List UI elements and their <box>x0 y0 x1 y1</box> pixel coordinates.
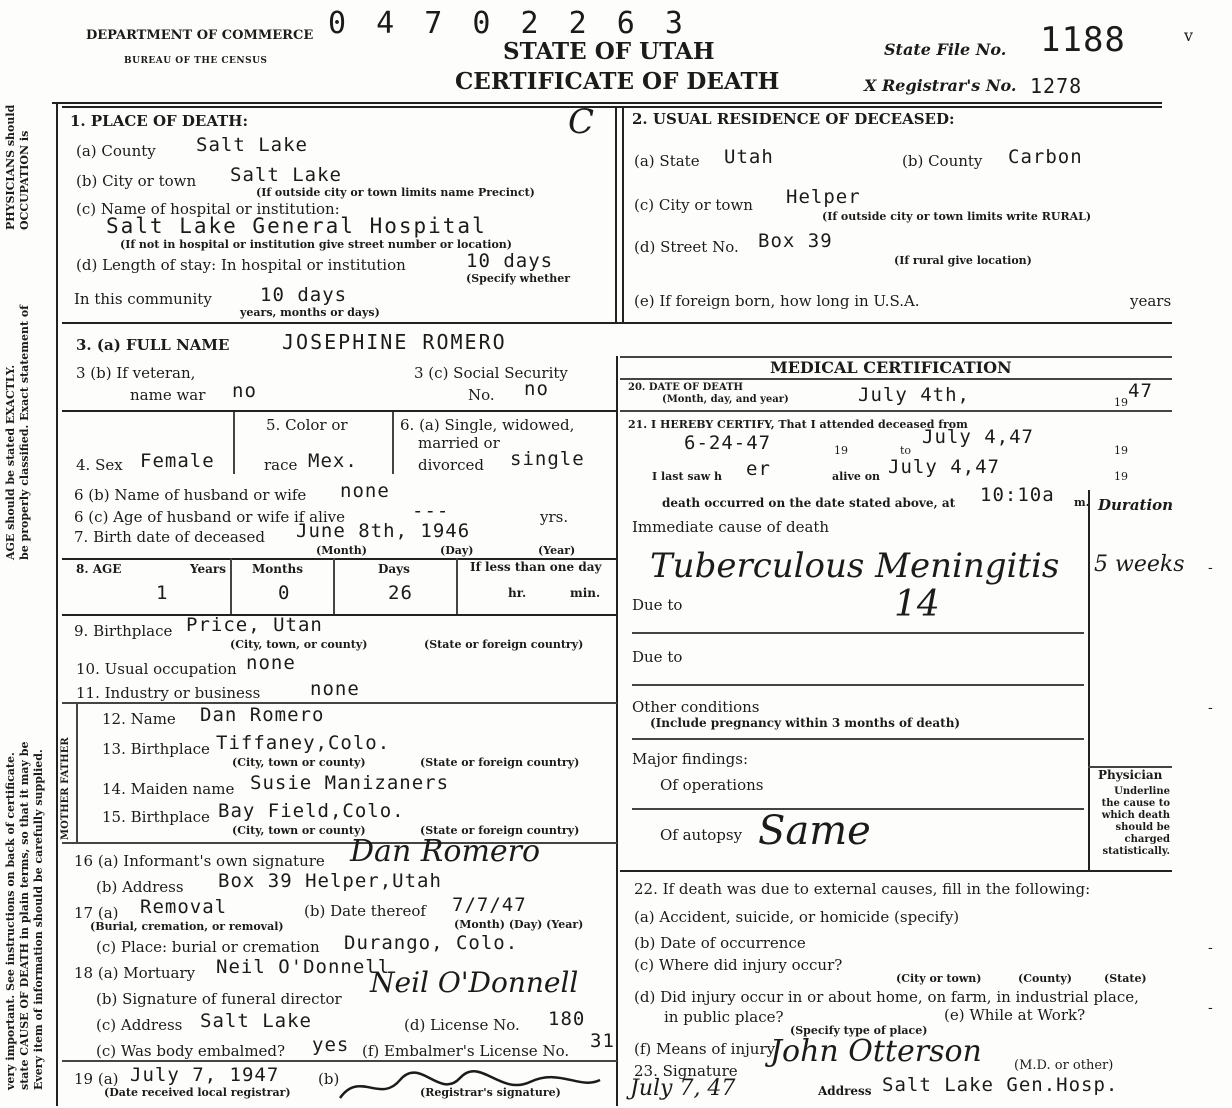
spouse-value: none <box>340 480 390 502</box>
father-birthplace: Tiffaney,Colo. <box>216 732 391 754</box>
father-bp-note-2: (State or foreign country) <box>420 756 580 769</box>
mortuary-label: 18 (a) Mortuary <box>74 964 196 982</box>
margin-mark: - <box>1208 560 1213 576</box>
other-conditions-label: Other conditions <box>632 698 760 716</box>
margin-mark: - <box>1208 940 1213 956</box>
age-months: 0 <box>278 582 291 604</box>
external-d-note: (Specify type of place) <box>790 1024 928 1037</box>
informant-address: Box 39 Helper,Utah <box>218 870 442 892</box>
external-c-note-1: (City or town) <box>896 972 982 985</box>
autopsy-label: Of autopsy <box>660 826 743 844</box>
nineteen-1: 19 <box>834 444 848 457</box>
day-note: (Day) <box>440 544 474 557</box>
nineteen-2: 19 <box>1114 444 1128 457</box>
war-value: no <box>232 380 257 402</box>
disposal-date-label: (b) Date thereof <box>304 902 426 920</box>
duration-label: Duration <box>1098 496 1174 514</box>
color-label: 5. Color or <box>266 416 348 434</box>
res-county-label: (b) County <box>902 152 983 170</box>
hospital-name: Salt Lake General Hospital <box>106 214 487 238</box>
embalmer-license-value: 31 <box>590 1030 615 1052</box>
sex-value: Female <box>140 450 215 472</box>
birth-label: 7. Birth date of deceased <box>74 528 265 546</box>
res-state-label: (a) State <box>634 152 700 170</box>
registrar-sig-label: (b) <box>318 1070 340 1088</box>
last-seen-label: I last saw h <box>652 470 723 483</box>
min-label: min. <box>570 586 601 600</box>
marital-label-3: divorced <box>418 456 484 474</box>
res-street: Box 39 <box>758 230 833 252</box>
industry-value: none <box>310 678 360 700</box>
informant-address-label: (b) Address <box>96 878 184 896</box>
mortuary-value: Neil O'Donnell <box>216 956 391 978</box>
state-file-label: State File No. <box>884 40 1007 59</box>
years-label: Years <box>190 562 227 576</box>
mother-birthplace-label: 15. Birthplace <box>102 808 210 826</box>
embalmer-license-label: (f) Embalmer's License No. <box>362 1042 570 1060</box>
alive-on-label: alive on <box>832 470 881 483</box>
check-mark: C <box>568 102 595 142</box>
received-date: July 7, 1947 <box>130 1064 280 1086</box>
physician-sig-label: 23. Signature <box>634 1062 738 1080</box>
race-value: Mex. <box>308 450 358 472</box>
month-note: (Month) <box>316 544 367 557</box>
dod-value: July 4th, <box>858 384 970 406</box>
father-name-label: 12. Name <box>102 710 176 728</box>
age-years: 1 <box>156 582 169 604</box>
dod-year: 47 <box>1128 380 1153 402</box>
external-c-note-2: (County) <box>1018 972 1072 985</box>
external-e: (e) While at Work? <box>944 1006 1086 1024</box>
registrar-label: X Registrar's No. <box>864 76 1017 95</box>
due-to-1-value: 14 <box>894 584 940 625</box>
m-label: m. <box>1074 496 1090 509</box>
attended-to: July 4,47 <box>922 426 1034 448</box>
external-c-note-3: (State) <box>1104 972 1147 985</box>
birthplace-note-1: (City, town, or county) <box>230 638 368 651</box>
to-label: to <box>900 444 912 457</box>
bureau-label: BUREAU OF THE CENSUS <box>124 56 268 66</box>
death-county-label: (a) County <box>76 142 156 160</box>
informant-sig-label: 16 (a) Informant's own signature <box>74 852 325 870</box>
immediate-cause: Tuberculous Meningitis <box>650 546 1060 586</box>
occupation-label: 10. Usual occupation <box>76 660 237 678</box>
stay-label: (d) Length of stay: In hospital or institution <box>76 256 406 274</box>
md-label: (M.D. or other) <box>1014 1058 1114 1073</box>
medical-heading: MEDICAL CERTIFICATION <box>770 358 1012 377</box>
days-label: Days <box>378 562 410 576</box>
disposal-label: 17 (a) <box>74 904 119 922</box>
spouse-age-label: 6 (c) Age of husband or wife if alive <box>74 508 346 526</box>
marital-label-2: married or <box>418 434 500 452</box>
side-note: AGE should be stated EXACTLY. <box>4 364 17 560</box>
stay-community: 10 days <box>260 284 348 306</box>
registrar-number: 1278 <box>1030 74 1083 98</box>
margin-mark: - <box>1208 700 1213 716</box>
hr-label: hr. <box>508 586 527 600</box>
death-city-label: (b) City or town <box>76 172 197 190</box>
hospital-note: (If not in hospital or institution give street number or location) <box>120 238 512 251</box>
certificate-serial-number: 0 4 7 0 2 2 6 3 <box>328 6 689 41</box>
occupation-value: none <box>246 652 296 674</box>
mortuary-address: Salt Lake <box>200 1010 312 1032</box>
disposal-date: 7/7/47 <box>452 894 527 916</box>
external-d-2: in public place? <box>664 1008 784 1026</box>
year-note: (Year) <box>538 544 576 557</box>
informant-signature: Dan Romero <box>350 834 541 869</box>
months-label: Months <box>252 562 304 576</box>
less-than-day-label: If less than one day <box>470 560 602 574</box>
certificate-title: CERTIFICATE OF DEATH <box>455 68 780 95</box>
foreign-label: (e) If foreign born, how long in U.S.A. <box>634 292 920 310</box>
due-to-2-label: Due to <box>632 648 683 666</box>
nineteen-3: 19 <box>1114 470 1128 483</box>
death-city: Salt Lake <box>230 164 342 186</box>
place-of-death-heading: 1. PLACE OF DEATH: <box>70 112 249 130</box>
birthplace-note-2: (State or foreign country) <box>424 638 584 651</box>
alive-on-value: July 4,47 <box>888 456 1000 478</box>
spouse-label: 6 (b) Name of husband or wife <box>74 486 307 504</box>
disposal-note: (Burial, cremation, or removal) <box>90 920 284 933</box>
external-d-1: (d) Did injury occur in or about home, on farm, in industrial place, <box>634 988 1139 1006</box>
physician-signature: John Otterson <box>770 1034 982 1069</box>
full-name: JOSEPHINE ROMERO <box>282 330 507 354</box>
birth-value: June 8th, 1946 <box>296 520 471 542</box>
war-label: name war <box>130 386 206 404</box>
director-signature: Neil O'Donnell <box>370 966 579 999</box>
occurred-label: death occurred on the date stated above, at <box>662 496 956 510</box>
cause-duration: 5 weeks <box>1094 552 1185 577</box>
mother-name-label: 14. Maiden name <box>102 780 235 798</box>
community-label: In this community <box>74 290 212 308</box>
veteran-label: 3 (b) If veteran, <box>76 364 196 382</box>
received-note: (Date received local registrar) <box>104 1086 291 1099</box>
side-note: very important. See instructions on back of certificate. <box>4 752 17 1090</box>
residence-heading: 2. USUAL RESIDENCE OF DECEASED: <box>632 110 955 128</box>
margin-mark: - <box>1208 1000 1213 1016</box>
director-sig-label: (b) Signature of funeral director <box>96 990 342 1008</box>
physician-address-label: Address <box>818 1084 872 1098</box>
hospital-label: (c) Name of hospital or institution: <box>76 200 340 218</box>
certify-label: 21. I HEREBY CERTIFY, That I attended deceased from <box>628 418 968 431</box>
license-label: (d) License No. <box>404 1016 520 1034</box>
immediate-cause-label: Immediate cause of death <box>632 518 830 536</box>
side-note: state CAUSE OF DEATH in plain terms, so that it may be <box>18 741 31 1090</box>
mortuary-address-label: (c) Address <box>96 1016 183 1034</box>
external-b: (b) Date of occurrence <box>634 934 806 952</box>
license-value: 180 <box>548 1008 586 1030</box>
mother-name: Susie Manizaners <box>250 772 450 794</box>
place-value: Durango, Colo. <box>344 932 519 954</box>
foreign-unit: years <box>1130 292 1172 310</box>
side-note: OCCUPATION is <box>18 130 31 230</box>
major-findings-label: Major findings: <box>632 750 749 768</box>
industry-label: 11. Industry or business <box>76 684 261 702</box>
side-note: be properly classified. Exact statement of <box>18 305 31 560</box>
place-label: (c) Place: burial or cremation <box>96 938 320 956</box>
ss-no-label: No. <box>468 386 495 404</box>
external-heading: 22. If death was due to external causes, fill in the following: <box>634 880 1091 898</box>
res-state: Utah <box>724 146 774 168</box>
marital-label-1: 6. (a) Single, widowed, <box>400 416 575 434</box>
registrar-signature-scribble <box>330 1060 610 1106</box>
res-street-label: (d) Street No. <box>634 238 739 256</box>
birthplace-label: 9. Birthplace <box>74 622 173 640</box>
res-city: Helper <box>786 186 861 208</box>
father-birthplace-label: 13. Birthplace <box>102 740 210 758</box>
physician-address: Salt Lake Gen.Hosp. <box>882 1074 1119 1096</box>
state-heading: STATE OF UTAH <box>503 38 715 65</box>
corner-mark: v <box>1184 26 1194 45</box>
embalmed-label: (c) Was body embalmed? <box>96 1042 286 1060</box>
age-label: 8. AGE <box>76 562 122 576</box>
marital-value: single <box>510 448 585 470</box>
physician-heading: Physician <box>1098 768 1163 782</box>
side-note: Every item of information should be carefully supplied. <box>32 749 45 1090</box>
full-name-label: 3. (a) FULL NAME <box>76 336 230 354</box>
due-to-1-label: Due to <box>632 596 683 614</box>
sex-label: 4. Sex <box>76 456 123 474</box>
mother-bp-note-2: (State or foreign country) <box>420 824 580 837</box>
dod-label: 20. DATE OF DEATH <box>628 382 743 393</box>
autopsy-value: Same <box>758 808 871 854</box>
specify-note: (Specify whether <box>466 272 571 285</box>
age-days: 26 <box>388 582 413 604</box>
ymd-note: years, months or days) <box>240 306 380 319</box>
last-seen-gender: er <box>746 458 771 480</box>
birthplace-value: Price, Utan <box>186 614 323 636</box>
disposal-value: Removal <box>140 896 228 918</box>
dod-year-prefix: 19 <box>1114 396 1128 409</box>
father-bp-note-1: (City, town or county) <box>232 756 366 769</box>
yrs-label: yrs. <box>540 508 569 526</box>
res-city-note: (If outside city or town limits write RURAL) <box>822 210 1092 223</box>
other-conditions-note: (Include pregnancy within 3 months of death) <box>650 716 961 730</box>
ss-value: no <box>524 378 549 400</box>
physician-note: Underline the cause to which death should be charged statistically. <box>1101 786 1170 857</box>
res-county: Carbon <box>1008 146 1083 168</box>
race-label: race <box>264 456 298 474</box>
father-name: Dan Romero <box>200 704 325 726</box>
embalmed-value: yes <box>312 1034 350 1056</box>
side-note: PHYSICIANS should <box>4 104 17 230</box>
mdy-note: (Month) (Day) (Year) <box>454 918 584 931</box>
ss-label: 3 (c) Social Security <box>414 364 568 382</box>
external-f: (f) Means of injury <box>634 1040 776 1058</box>
death-time: 10:10a <box>980 484 1055 506</box>
res-street-note: (If rural give location) <box>894 254 1032 267</box>
department-label: DEPARTMENT OF COMMERCE <box>86 28 314 43</box>
death-city-note: (If outside city or town limits name Precinct) <box>256 186 535 199</box>
dod-note: (Month, day, and year) <box>662 394 789 405</box>
mother-bp-note-1: (City, town or county) <box>232 824 366 837</box>
mother-birthplace: Bay Field,Colo. <box>218 800 405 822</box>
parents-side-label: MOTHER FATHER <box>60 737 71 840</box>
spouse-age-value: --- <box>412 500 450 522</box>
death-county: Salt Lake <box>196 134 308 156</box>
res-city-label: (c) City or town <box>634 196 753 214</box>
external-c: (c) Where did injury occur? <box>634 956 843 974</box>
state-file-number: 1188 <box>1040 20 1126 60</box>
external-a: (a) Accident, suicide, or homicide (specify) <box>634 908 960 926</box>
attended-from: 6-24-47 <box>684 432 772 454</box>
received-label: 19 (a) <box>74 1070 119 1088</box>
operations-label: Of operations <box>660 776 764 794</box>
physician-sig-date: July 7, 47 <box>630 1076 736 1101</box>
stay-hospital: 10 days <box>466 250 554 272</box>
registrar-sig-note: (Registrar's signature) <box>420 1086 561 1099</box>
